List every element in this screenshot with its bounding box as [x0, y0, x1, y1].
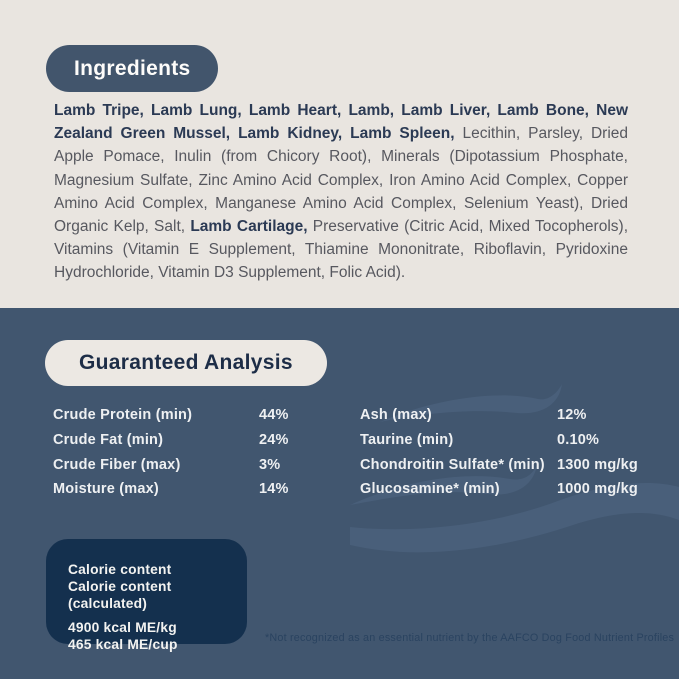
aafco-footnote: *Not recognized as an essential nutrient by the AAFCO Dog Food Nutrient Profiles	[265, 632, 675, 644]
ingredients-section	[0, 0, 679, 308]
ingredients-heading	[46, 45, 218, 92]
analysis-value: 12%	[557, 407, 587, 423]
analysis-label: Glucosamine* (min)	[360, 481, 500, 498]
calorie-kcal-per-kg: 4900 kcal ME/kg	[68, 620, 177, 635]
ingredients-regular-mid: Lecithin, Parsley, Dried Apple Pomace, Inulin (from Chicory Root), Minerals (Dipotassium Phosphate, Magnesium Sulfate, Zinc Amino Acid Complex, Iron Amino Acid Complex, Copper Amino Acid Complex, Manganese Amino Acid Complex, Selenium Yeast), Dried Organic Kelp, Salt,	[54, 125, 628, 236]
analysis-label: Crude Fat (min)	[53, 431, 164, 448]
calorie-content-line: Calorie content	[68, 562, 172, 577]
calorie-content-calculated-line: Calorie content (calculated)	[68, 579, 172, 611]
ingredients-regular-end: Preservative (Citric Acid, Mixed Tocopherols), Vitamins (Vitamin E Supplement, Thiamine Mononitrate, Riboflavin, Pyridoxine Hydrochloride, Vitamin D3 Supplement, Folic Acid).	[54, 218, 628, 282]
analysis-label: Ash (max)	[360, 407, 432, 423]
analysis-value: 3%	[259, 456, 281, 473]
analysis-label: Crude Fiber (max)	[53, 456, 181, 473]
analysis-label: Crude Protein (min)	[53, 407, 193, 423]
ingredients-bold-lead: Lamb Tripe, Lamb Lung, Lamb Heart, Lamb, Lamb Liver, Lamb Bone, New Zealand Green Mussel, Lamb Kidney, Lamb Spleen,	[54, 102, 628, 143]
analysis-value: 1300 mg/kg	[557, 456, 638, 473]
analysis-value: 24%	[259, 431, 289, 448]
guaranteed-analysis-heading	[45, 340, 327, 386]
guaranteed-analysis-heading-label: Guaranteed Analysis	[79, 351, 293, 374]
guaranteed-analysis-section	[0, 308, 679, 679]
calorie-kcal-per-cup: 465 kcal ME/cup	[68, 637, 178, 652]
analysis-label: Chondroitin Sulfate* (min)	[360, 456, 545, 473]
analysis-label: Taurine (min)	[360, 431, 454, 448]
analysis-label: Moisture (max)	[53, 481, 159, 498]
ingredients-text	[54, 99, 628, 285]
calorie-content-box	[46, 539, 247, 652]
analysis-column-left	[53, 407, 353, 506]
analysis-value: 14%	[259, 481, 289, 498]
ingredients-heading-label: Ingredients	[74, 56, 191, 80]
analysis-value: 44%	[259, 407, 289, 423]
analysis-value: 1000 mg/kg	[557, 481, 638, 498]
analysis-value: 0.10%	[557, 431, 600, 448]
analysis-column-right	[360, 407, 638, 506]
ingredients-bold-cartilage: Lamb Cartilage,	[190, 218, 308, 236]
